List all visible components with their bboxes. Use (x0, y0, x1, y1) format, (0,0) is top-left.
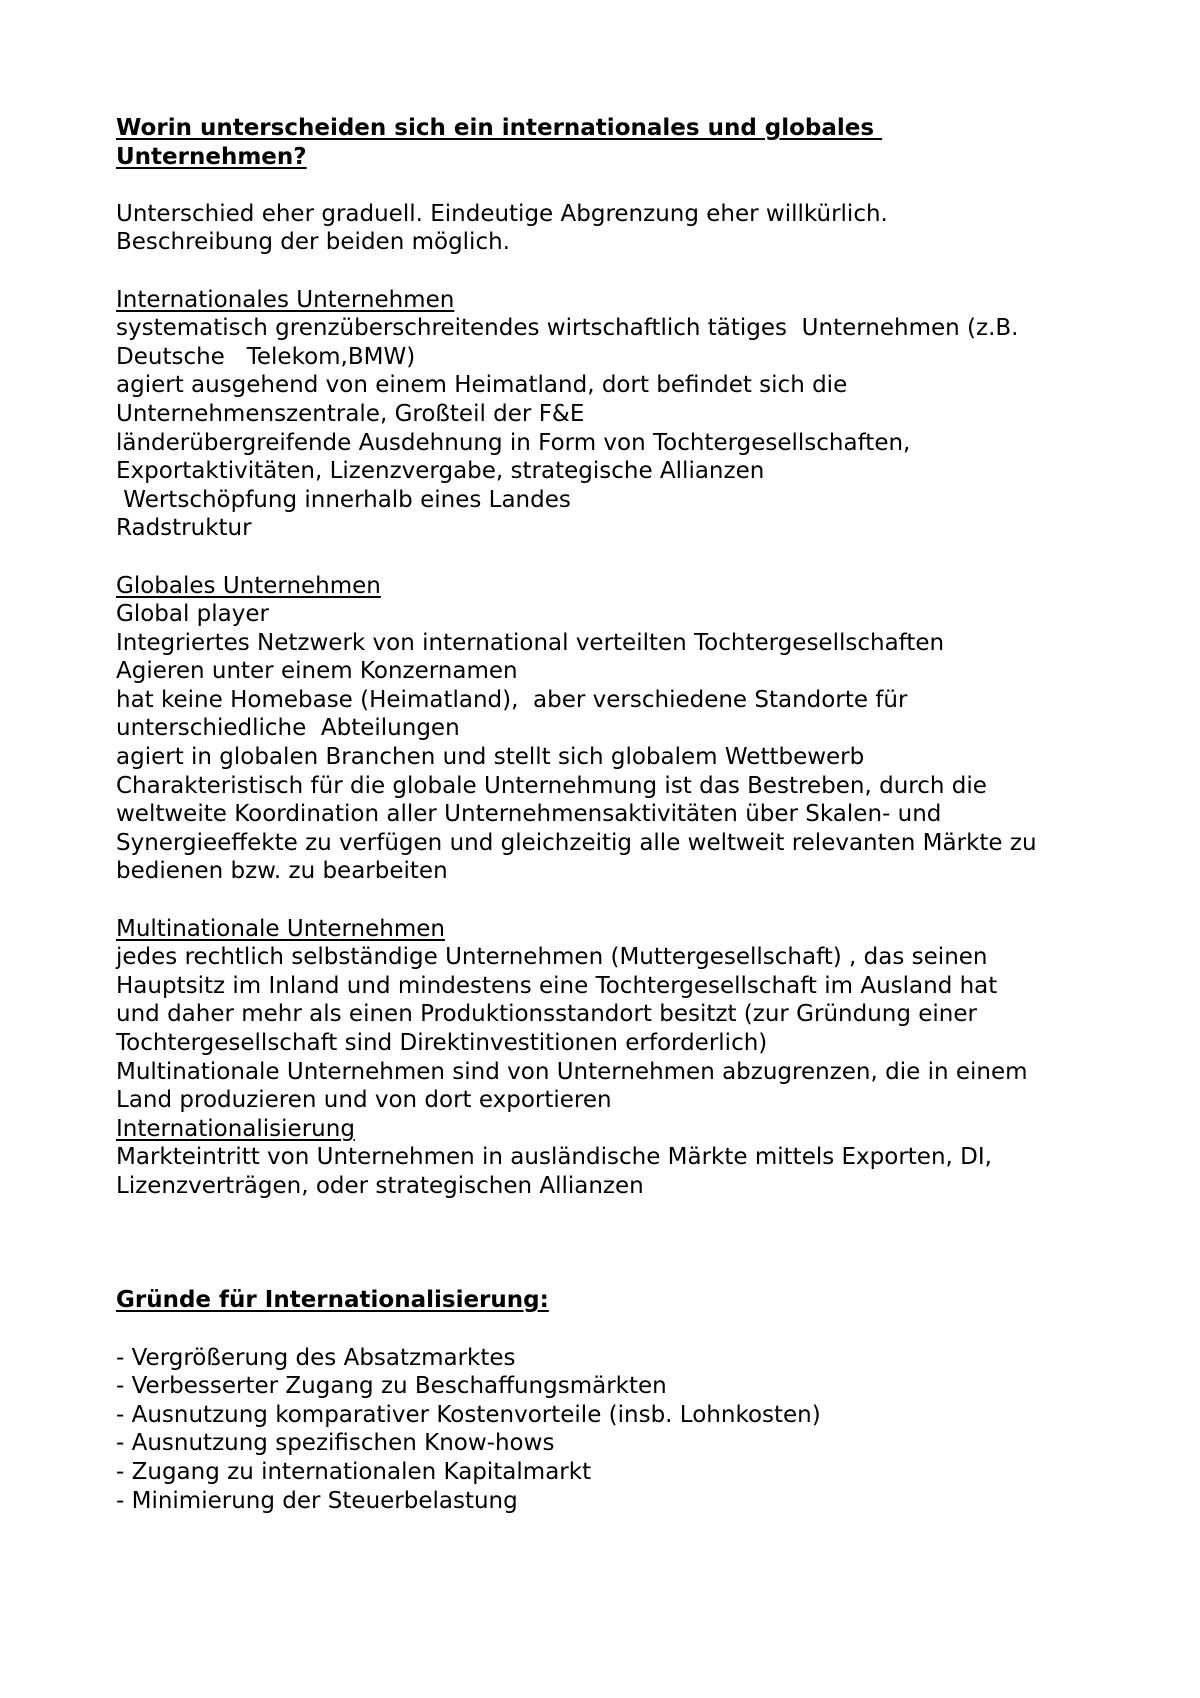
gruende-item: - Ausnutzung komparativer Kostenvorteile (insb. Lohnkosten) (116, 1401, 821, 1428)
internationalisierung-line: Lizenzverträgen, oder strategischen Allianzen (116, 1172, 644, 1199)
global-line: unterschiedliche Abteilungen (116, 715, 460, 742)
heading-multinational: Multinationale Unternehmen (116, 915, 445, 942)
global-line: Agieren unter einem Konzernamen (116, 658, 518, 685)
gruende-item: - Zugang zu internationalen Kapitalmarkt (116, 1458, 592, 1485)
global-line: weltweite Koordination aller Unternehmensaktivitäten über Skalen- und (116, 801, 942, 828)
global-line: agiert in globalen Branchen und stellt sich globalem Wettbewerb (116, 744, 865, 771)
gruende-item: - Minimierung der Steuerbelastung (116, 1487, 518, 1514)
international-line: Exportaktivitäten, Lizenzvergabe, strategische Allianzen (116, 458, 765, 485)
internationalisierung-line: Markteintritt von Unternehmen in ausländische Märkte mittels Exporten, DI, (116, 1144, 992, 1171)
gruende-item: - Verbesserter Zugang zu Beschaffungsmärkten (116, 1373, 667, 1400)
multinational-line: Land produzieren und von dort exportieren (116, 1087, 612, 1114)
global-line: Integriertes Netzwerk von international verteilten Tochtergesellschaften (116, 629, 945, 656)
heading-internationalisierung: Internationalisierung (116, 1115, 355, 1142)
international-line: agiert ausgehend von einem Heimatland, dort befindet sich die (116, 372, 848, 399)
document-page (116, 114, 1116, 1515)
gruende-item: - Ausnutzung spezifischen Know-hows (116, 1430, 555, 1457)
intro-line: Beschreibung der beiden möglich. (116, 229, 510, 256)
intro-line: Unterschied eher graduell. Eindeutige Abgrenzung eher willkürlich. (116, 200, 888, 227)
global-line: Charakteristisch für die globale Unternehmung ist das Bestreben, durch die (116, 772, 987, 799)
heading-global: Globales Unternehmen (116, 572, 381, 599)
international-line: Wertschöpfung innerhalb eines Landes (116, 486, 571, 513)
multinational-line: Tochtergesellschaft sind Direktinvestitionen erforderlich) (116, 1030, 768, 1056)
international-line: Unternehmenszentrale, Großteil der F&E (116, 400, 585, 427)
global-line: Synergieeffekte zu verfügen und gleichzeitig alle weltweit relevanten Märkte zu (116, 829, 1037, 856)
gruende-title: Gründe für Internationalisierung: (116, 1287, 549, 1314)
international-line: Deutsche Telekom,BMW) (116, 343, 416, 370)
multinational-line: jedes rechtlich selbständige Unternehmen (Muttergesellschaft) , das seinen (116, 944, 988, 971)
section-title-line-1: Worin unterscheiden sich ein internationales und globales (116, 115, 883, 141)
heading-international: Internationales Unternehmen (116, 286, 455, 313)
multinational-line: Hauptsitz im Inland und mindestens eine Tochtergesellschaft im Ausland hat (116, 972, 998, 999)
global-line: bedienen bzw. zu bearbeiten (116, 858, 448, 885)
section-title-line-2: Unternehmen? (116, 143, 307, 170)
multinational-line: und daher mehr als einen Produktionsstandort besitzt (zur Gründung einer (116, 1001, 977, 1028)
gruende-item: - Vergrößerung des Absatzmarktes (116, 1344, 516, 1371)
global-line: hat keine Homebase (Heimatland), aber verschiedene Standorte für (116, 686, 908, 713)
global-line: Global player (116, 601, 269, 628)
international-line: systematisch grenzüberschreitendes wirtschaftlich tätiges Unternehmen (z.B. (116, 315, 1019, 342)
multinational-line: Multinationale Unternehmen sind von Unternehmen abzugrenzen, die in einem (116, 1058, 1028, 1085)
international-line: länderübergreifende Ausdehnung in Form von Tochtergesellschaften, (116, 429, 911, 456)
international-line: Radstruktur (116, 515, 252, 542)
